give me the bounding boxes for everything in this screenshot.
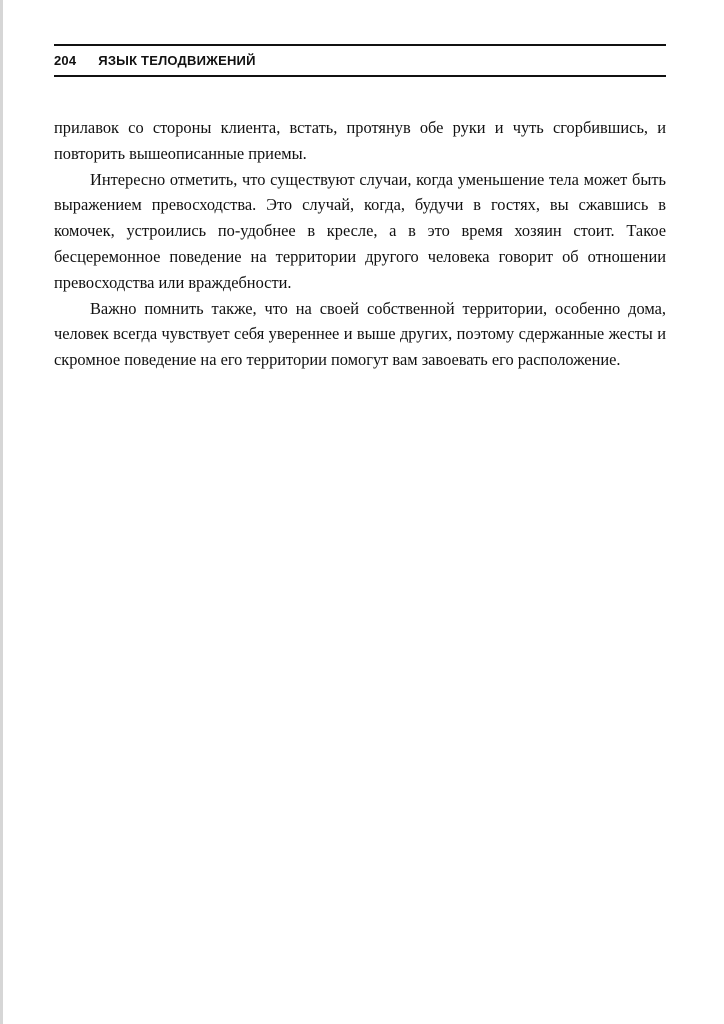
body-text [54, 115, 666, 373]
page-left-edge [0, 0, 3, 1024]
header-bottom-rule [54, 75, 666, 77]
book-page [54, 44, 666, 373]
paragraph-superiority: Интересно отметить, что существуют случаи, когда уменьшение тела может быть выражением превосходства. Это случай, когда, будучи в гостях, вы сжавшись в комочек, устроились по-удобнее в кресле, а в это время хозяин стоит. Такое бесцеремонное поведение на территории другого человека говорит об отношении превосходства или враждебности. [54, 169, 666, 292]
page-number: 204 [54, 53, 77, 68]
running-title: ЯЗЫК ТЕЛОДВИЖЕНИЙ [98, 53, 256, 68]
paragraph-own-territory: Важно помнить также, что на своей собственной территории, особенно дома, человек всегда чувствует себя увереннее и выше других, поэтому сдержанные жесты и скромное поведение на его территории помогут вам завоевать его расположение. [54, 298, 666, 370]
paragraph-continuation: прилавок со стороны клиента, встать, протянув обе руки и чуть сгорбившись, и повторить вышеописанные приемы. [54, 118, 666, 163]
header-top-rule [54, 44, 666, 46]
running-header [54, 52, 666, 70]
